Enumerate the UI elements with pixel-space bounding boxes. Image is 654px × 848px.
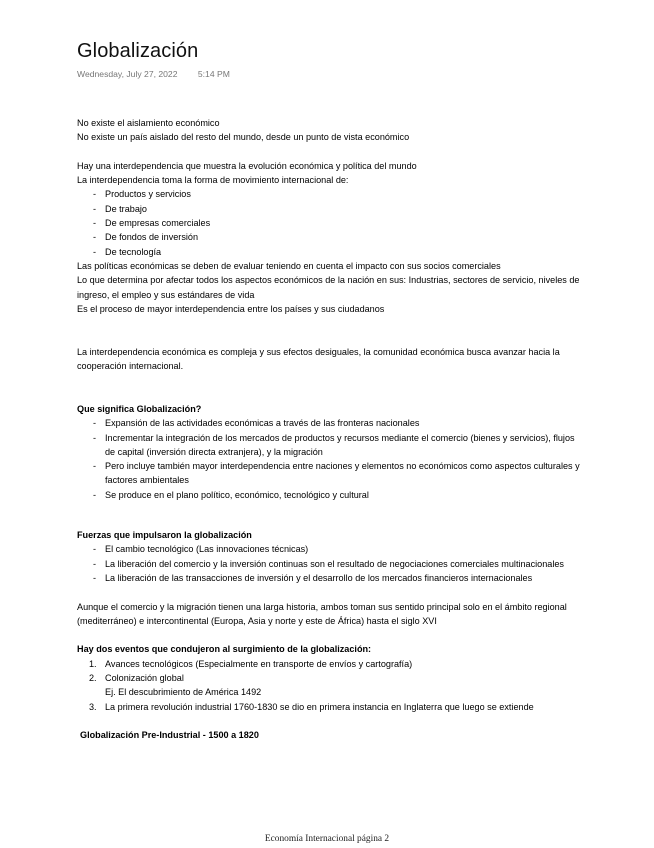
paragraph: Es el proceso de mayor interdependencia entre los países y sus ciudadanos (77, 303, 385, 314)
note-body (77, 116, 582, 742)
movement-list (77, 187, 582, 258)
list-item: - Pero incluye también mayor interdependencia entre naciones y elementos no económicos como aspectos culturales y factores ambientales (77, 459, 582, 488)
paragraph: La interdependencia económica es compleja y sus efectos desiguales, la comunidad económica busca avanzar hacia la cooperación internacional. (77, 346, 560, 372)
list-item: - De empresas comerciales (77, 216, 582, 230)
forces-list (77, 542, 582, 585)
section-heading: Hay dos eventos que condujeron al surgimiento de la globalización: (77, 644, 372, 655)
page-timestamp (77, 69, 230, 79)
paragraph: Aunque el comercio y la migración tienen una larga historia, ambos toman sus sentido principal solo en el ámbito regional (mediterráneo) e intercontinental (Europa, Asia y norte y este de África) hasta el siglo XVI (77, 601, 567, 626)
list-number: 1. (89, 658, 97, 669)
list-item: - De trabajo (77, 202, 582, 216)
paragraph: Lo que determina por afectar todos los aspectos económicos de la nación en sus: Industrias, sectores de servicio, niveles de ingreso, el empleo y sus estándares de vida (77, 275, 580, 300)
page-date: Wednesday, July 27, 2022 (77, 69, 178, 79)
list-number: 3. (89, 701, 97, 712)
list-item-text: Avances tecnológicos (Especialmente en transporte de envíos y cartografía) (105, 658, 413, 669)
list-sub-item (77, 685, 582, 699)
list-item-text: La primera revolución industrial 1760-1830 se dio en primera instancia en Inglaterra que luego se extiende (105, 701, 534, 712)
globalization-meaning-list (77, 416, 582, 502)
events-list (77, 657, 582, 714)
list-item: - La liberación de las transacciones de inversión y el desarrollo de los mercados financieros internacionales (77, 571, 582, 585)
paragraph: No existe el aislamiento económico (77, 118, 220, 128)
section-heading: Que significa Globalización? (77, 403, 202, 414)
section-heading: Fuerzas que impulsaron la globalización (77, 530, 252, 541)
section-heading: Globalización Pre-Industrial - 1500 a 1820 (80, 730, 259, 741)
list-item: - Expansión de las actividades económicas a través de las fronteras nacionales (77, 416, 582, 430)
list-item: - La liberación del comercio y la inversión continuas son el resultado de negociaciones comerciales multinacionales (77, 557, 582, 571)
list-item: - Productos y servicios (77, 187, 582, 201)
paragraph: Hay una interdependencia que muestra la evolución económica y política del mundo (77, 160, 417, 171)
list-item (77, 657, 582, 671)
list-item (77, 700, 582, 714)
example-text: Ej. El descubrimiento de América 1492 (105, 687, 262, 698)
page-title: Globalización (77, 40, 199, 62)
list-item: - De fondos de inversión (77, 230, 582, 244)
paragraph: Las políticas económicas se deben de evaluar teniendo en cuenta el impacto con sus socios comerciales (77, 260, 501, 271)
list-item: - El cambio tecnológico (Las innovaciones técnicas) (77, 542, 582, 556)
list-item: - Incrementar la integración de los mercados de productos y recursos mediante el comercio (bienes y servicios), flujos de capital (inversión directa extranjera), y la migración (77, 431, 582, 460)
list-item-text: Colonización global (105, 672, 184, 683)
list-item: - Se produce en el plano político, económico, tecnológico y cultural (77, 488, 582, 502)
paragraph: La interdependencia toma la forma de movimiento internacional de: (77, 175, 349, 186)
list-number: 2. (89, 672, 97, 683)
list-item: - De tecnología (77, 245, 582, 259)
page-time: 5:14 PM (197, 69, 230, 79)
list-item (77, 671, 582, 685)
paragraph: No existe un país aislado del resto del mundo, desde un punto de vista económico (77, 132, 410, 143)
page-footer: Economía Internacional página 2 (264, 834, 390, 844)
